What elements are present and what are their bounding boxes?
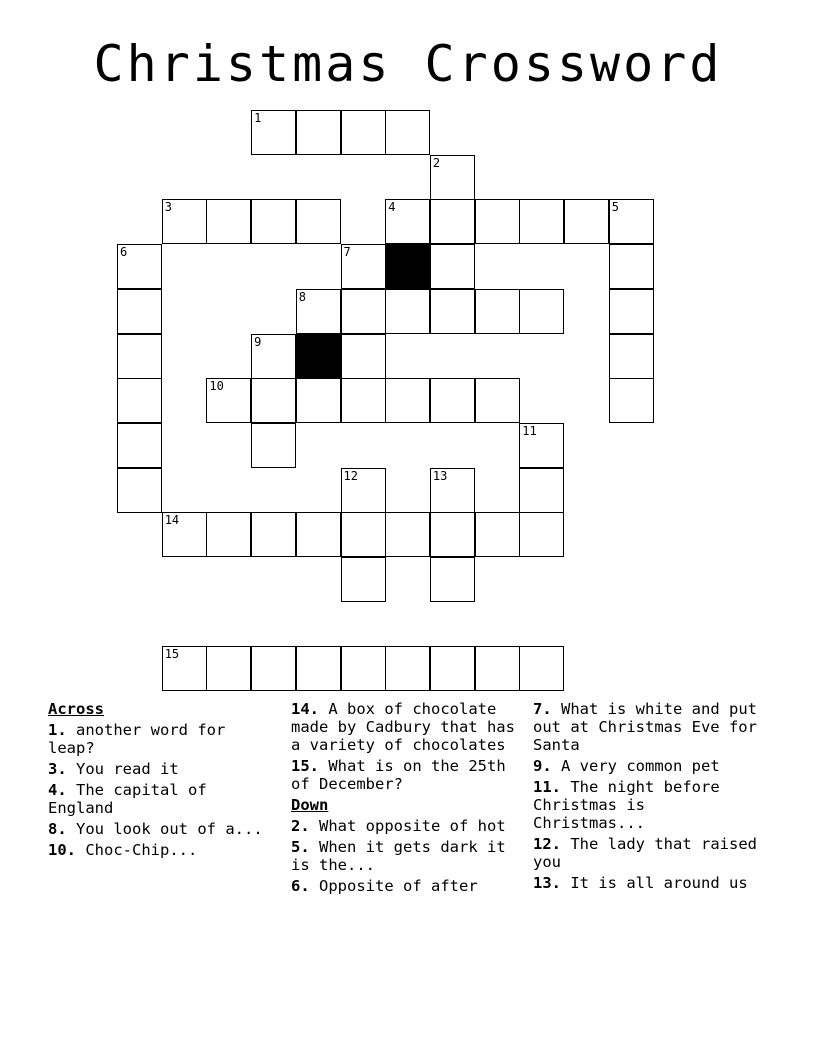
grid-block	[385, 244, 430, 289]
grid-cell[interactable]	[341, 110, 386, 155]
clue-down-12	[533, 835, 765, 871]
grid-cell[interactable]	[117, 334, 162, 379]
cell-number: 10	[209, 379, 224, 394]
clue-down-7	[533, 700, 765, 754]
grid-cell[interactable]	[475, 378, 520, 423]
grid-cell[interactable]	[341, 334, 386, 379]
grid-cell[interactable]	[206, 199, 251, 244]
clue-number: 11.	[533, 778, 561, 796]
clues-column-2	[291, 700, 523, 898]
grid-cell[interactable]	[609, 199, 654, 244]
clue-text: When it gets dark it is the...	[291, 838, 506, 874]
grid-cell[interactable]	[430, 468, 475, 513]
cell-number: 8	[298, 289, 307, 304]
grid-cell[interactable]	[385, 289, 430, 334]
cell-number: 15	[164, 647, 180, 662]
cell-number: 14	[164, 513, 180, 528]
grid-cell[interactable]	[564, 199, 609, 244]
clue-number: 8.	[48, 820, 67, 838]
grid-cell[interactable]	[430, 289, 475, 334]
grid-cell[interactable]	[430, 199, 475, 244]
grid-cell[interactable]	[609, 244, 654, 289]
grid-cell[interactable]	[251, 423, 296, 468]
grid-cell[interactable]	[475, 199, 520, 244]
clue-number: 12.	[533, 835, 561, 853]
clue-number: 6.	[291, 877, 310, 895]
clue-number: 4.	[48, 781, 67, 799]
grid-cell[interactable]	[251, 646, 296, 691]
grid-cell[interactable]	[430, 378, 475, 423]
cell-number: 9	[254, 334, 262, 349]
grid-cell[interactable]	[430, 155, 475, 200]
grid-cell[interactable]	[430, 512, 475, 557]
clues-column-3	[533, 700, 765, 895]
grid-cell[interactable]	[341, 646, 386, 691]
clue-text: It is all around us	[570, 874, 748, 892]
clue-text: The capital of England	[48, 781, 207, 817]
grid-cell[interactable]	[430, 557, 475, 602]
clue-number: 5.	[291, 838, 310, 856]
grid-cell[interactable]	[385, 199, 430, 244]
grid-cell[interactable]	[251, 512, 296, 557]
clue-down-2	[291, 817, 523, 835]
clue-across-15	[291, 757, 523, 793]
clue-text: The lady that raised you	[533, 835, 757, 871]
clue-across-4	[48, 781, 278, 817]
clue-text: What is on the 25th of December?	[291, 757, 506, 793]
clues-column-1	[48, 700, 278, 862]
clue-text: The night before Christmas is Christmas...	[533, 778, 720, 832]
grid-cell[interactable]	[117, 468, 162, 513]
grid-cell[interactable]	[206, 378, 251, 423]
grid-cell[interactable]	[296, 646, 341, 691]
clue-across-14	[291, 700, 523, 754]
grid-cell[interactable]	[609, 289, 654, 334]
cell-number: 1	[254, 111, 262, 125]
grid-cell[interactable]	[251, 199, 296, 244]
grid-cell[interactable]	[519, 199, 564, 244]
cell-number: 7	[343, 245, 351, 260]
clue-across-3	[48, 760, 278, 778]
grid-cell[interactable]	[430, 244, 475, 289]
grid-cell[interactable]	[162, 512, 207, 557]
grid-cell[interactable]	[475, 289, 520, 334]
clue-number: 9.	[533, 757, 552, 775]
grid-cell[interactable]	[296, 199, 341, 244]
cell-number: 11	[522, 423, 537, 438]
cell-number: 3	[164, 200, 172, 215]
down-heading: Down	[291, 796, 329, 814]
grid-cell[interactable]	[251, 110, 296, 155]
clue-number: 2.	[291, 817, 310, 835]
across-heading: Across	[48, 700, 104, 718]
clue-text: You look out of a...	[76, 820, 263, 838]
grid-cell[interactable]	[117, 378, 162, 423]
cell-number: 2	[432, 155, 441, 170]
grid-cell[interactable]	[341, 468, 386, 513]
grid-cell[interactable]	[296, 378, 341, 423]
grid-cell[interactable]	[475, 646, 520, 691]
clue-number: 10.	[48, 841, 76, 859]
grid-cell[interactable]	[385, 646, 430, 691]
page-title: Christmas Crossword	[93, 35, 723, 93]
grid-cell[interactable]	[117, 289, 162, 334]
clue-across-1	[48, 721, 278, 757]
clue-down-6	[291, 877, 523, 895]
grid-cell[interactable]	[475, 512, 520, 557]
grid-cell[interactable]	[385, 378, 430, 423]
clue-number: 7.	[533, 700, 552, 718]
cell-number: 12	[343, 468, 358, 483]
grid-cell[interactable]	[296, 512, 341, 557]
clue-across-8	[48, 820, 278, 838]
grid-cell[interactable]	[519, 468, 564, 513]
clue-down-13	[533, 874, 765, 892]
grid-cell[interactable]	[519, 423, 564, 468]
clue-down-11	[533, 778, 765, 832]
grid-cell[interactable]	[341, 557, 386, 602]
clue-text: Opposite of after	[319, 877, 478, 895]
cell-number: 6	[120, 245, 128, 260]
grid-cell[interactable]	[385, 512, 430, 557]
grid-cell[interactable]	[609, 334, 654, 379]
clue-text: What is white and put out at Christmas Eve for Santa	[533, 700, 757, 754]
grid-cell[interactable]	[117, 244, 162, 289]
clue-across-10	[48, 841, 278, 859]
clue-down-5	[291, 838, 523, 874]
grid-cell[interactable]	[341, 289, 386, 334]
clue-text: A very common pet	[561, 757, 720, 775]
grid-cell[interactable]	[251, 334, 296, 379]
grid-cell[interactable]	[430, 646, 475, 691]
grid-cell[interactable]	[609, 378, 654, 423]
grid-cell[interactable]	[296, 289, 341, 334]
grid-cell[interactable]	[206, 646, 251, 691]
clue-number: 13.	[533, 874, 561, 892]
cell-number: 13	[432, 468, 448, 483]
clue-number: 1.	[48, 721, 67, 739]
grid-cell[interactable]	[341, 244, 386, 289]
grid-cell[interactable]	[519, 289, 564, 334]
grid-cell[interactable]	[162, 646, 207, 691]
grid-cell[interactable]	[519, 646, 564, 691]
grid-cell[interactable]	[519, 512, 564, 557]
grid-cell[interactable]	[385, 110, 430, 155]
clue-down-9	[533, 757, 765, 775]
clue-number: 3.	[48, 760, 67, 778]
clue-text: another word for leap?	[48, 721, 226, 757]
clue-number: 14.	[291, 700, 319, 718]
grid-cell[interactable]	[341, 512, 386, 557]
clue-text: You read it	[76, 760, 179, 778]
grid-cell[interactable]	[117, 423, 162, 468]
grid-block	[296, 334, 341, 379]
grid-cell[interactable]	[296, 110, 341, 155]
grid-cell[interactable]	[162, 199, 207, 244]
cell-number: 4	[388, 200, 396, 215]
grid-cell[interactable]	[341, 378, 386, 423]
clue-text: What opposite of hot	[319, 817, 506, 835]
grid-cell[interactable]	[206, 512, 251, 557]
clue-text: A box of chocolate made by Cadbury that has a variety of chocolates	[291, 700, 515, 754]
clue-number: 15.	[291, 757, 319, 775]
clue-text: Choc-Chip...	[85, 841, 198, 859]
grid-cell[interactable]	[251, 378, 296, 423]
cell-number: 5	[611, 200, 619, 215]
